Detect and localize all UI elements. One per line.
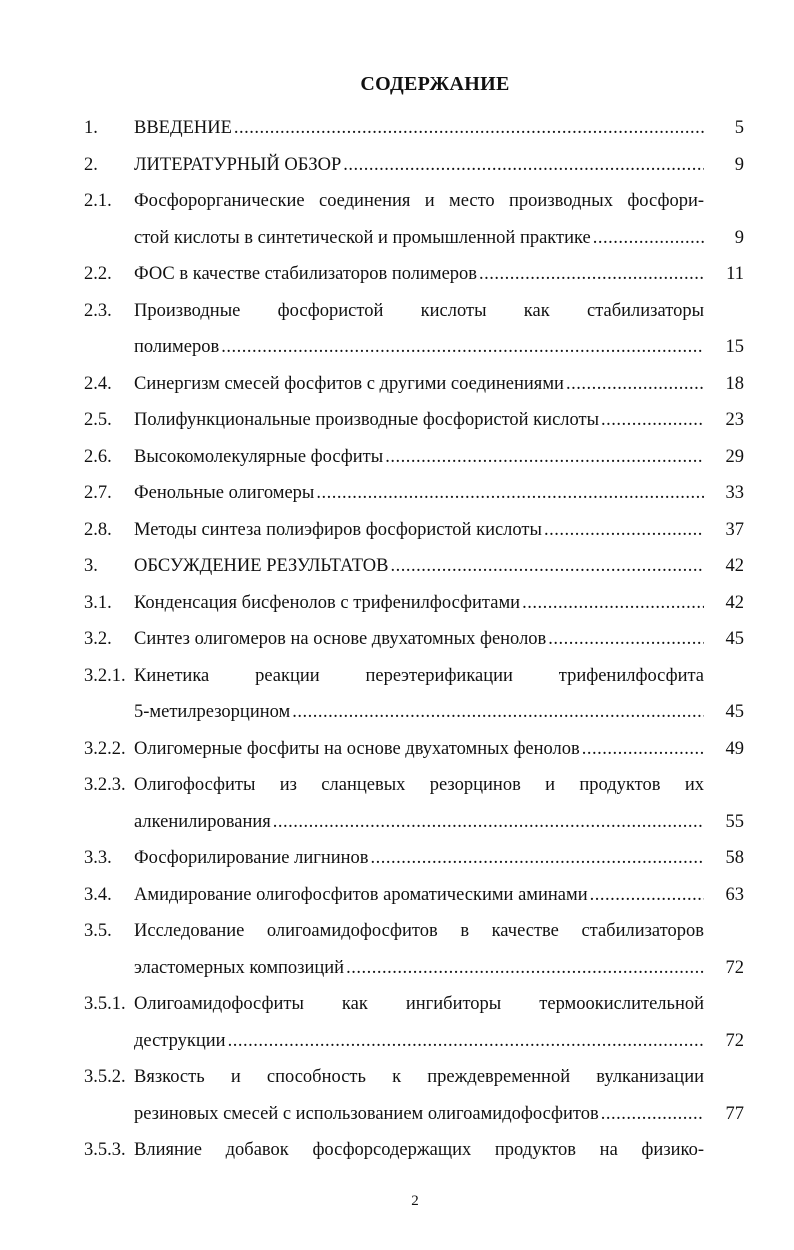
toc-entry-title-text: деструкции <box>134 1030 226 1051</box>
toc-entry <box>84 658 744 731</box>
toc-entry <box>84 293 744 366</box>
toc-line <box>84 147 744 184</box>
toc-entry-title-text: Синтез олигомеров на основе двухатомных фенолов <box>134 629 547 649</box>
toc-entry-title <box>134 110 704 147</box>
toc-entry-title <box>134 439 704 476</box>
toc-entry-number: 1. <box>84 118 98 138</box>
toc-entry-title <box>134 804 704 841</box>
toc-entry-title <box>134 548 704 585</box>
dot-leader <box>273 804 704 841</box>
table-of-contents <box>84 110 744 1169</box>
toc-entry-number: 2.4. <box>84 373 112 394</box>
dot-leader <box>385 439 704 476</box>
toc-entry-title <box>134 621 704 658</box>
toc-line <box>84 913 744 950</box>
toc-entry <box>84 986 744 1059</box>
toc-line <box>84 1023 744 1060</box>
dot-leader <box>316 475 704 512</box>
toc-page-number: 45 <box>725 629 744 649</box>
toc-entry-number: 2.7. <box>84 483 112 503</box>
toc-entry <box>84 402 744 439</box>
dot-leader <box>228 1023 704 1060</box>
toc-entry-number: 3.2.3. <box>84 775 126 795</box>
toc-line <box>84 1132 744 1169</box>
toc-entry-title-text: ЛИТЕРАТУРНЫЙ ОБЗОР <box>134 154 342 175</box>
toc-entry <box>84 147 744 184</box>
toc-entry-title <box>134 694 704 731</box>
dot-leader <box>346 950 704 987</box>
toc-entry-number: 3.4. <box>84 884 112 905</box>
dot-leader <box>292 694 704 731</box>
toc-entry-title-text: Фенольные олигомеры <box>134 483 315 503</box>
toc-entry-title <box>134 147 704 184</box>
toc-entry-title <box>134 475 704 512</box>
toc-line <box>84 439 744 476</box>
toc-page-number: 29 <box>725 446 744 467</box>
toc-page-number: 9 <box>734 227 744 248</box>
toc-entry <box>84 512 744 549</box>
toc-page-number: 72 <box>725 957 744 978</box>
page-number: 2 <box>411 1193 419 1209</box>
toc-page-number: 5 <box>734 118 744 138</box>
dot-leader <box>479 256 704 293</box>
dot-leader <box>390 548 704 585</box>
dot-leader <box>221 329 704 366</box>
page-title: СОДЕРЖАНИЕ <box>360 73 510 95</box>
toc-line <box>84 475 744 512</box>
toc-page-number: 58 <box>725 848 744 868</box>
toc-line <box>84 658 744 695</box>
toc-line <box>84 840 744 877</box>
toc-entry-title-text: Методы синтеза полиэфиров фосфористой кислоты <box>134 519 542 540</box>
toc-entry <box>84 366 744 403</box>
toc-entry-number: 3.5.3. <box>84 1140 126 1160</box>
toc-page-number: 42 <box>725 556 744 576</box>
toc-page-number: 37 <box>725 519 744 540</box>
toc-line <box>84 950 744 987</box>
toc-page-number: 9 <box>734 154 744 175</box>
toc-entry-number: 2.3. <box>84 300 112 321</box>
toc-entry-title-line: Фосфорорганические соединения и место производных фосфори- <box>134 191 704 211</box>
toc-page-number: 72 <box>725 1030 744 1051</box>
toc-line <box>84 548 744 585</box>
toc-entry-title <box>134 1096 704 1133</box>
toc-entry-number: 3.5. <box>84 921 112 941</box>
toc-page-number: 49 <box>725 738 744 759</box>
toc-entry <box>84 840 744 877</box>
toc-entry-title <box>134 402 704 439</box>
toc-line <box>84 1059 744 1096</box>
toc-entry-title <box>134 329 704 366</box>
toc-line <box>84 694 744 731</box>
toc-entry <box>84 110 744 147</box>
dot-leader <box>343 147 704 184</box>
toc-entry <box>84 913 744 986</box>
toc-entry-title-line: Кинетика реакции переэтерификации трифенилфосфита <box>134 665 704 686</box>
toc-entry <box>84 1059 744 1132</box>
toc-entry <box>84 877 744 914</box>
toc-line <box>84 1096 744 1133</box>
toc-entry-title-text: Высокомолекулярные фосфиты <box>134 446 384 467</box>
toc-page-number: 42 <box>725 592 744 613</box>
toc-line <box>84 986 744 1023</box>
toc-page-number: 63 <box>725 884 744 905</box>
toc-entry-title-line: Влияние добавок фосфорсодержащих продуктов на физико- <box>134 1140 704 1160</box>
toc-line <box>84 183 744 220</box>
toc-entry-title-text: 5-метилрезорцином <box>134 702 291 722</box>
toc-line <box>84 110 744 147</box>
dot-leader <box>234 110 704 147</box>
toc-page-number: 77 <box>725 1103 744 1124</box>
toc-line <box>84 293 744 330</box>
toc-line <box>84 512 744 549</box>
dot-leader <box>601 1096 704 1133</box>
toc-page-number: 23 <box>725 410 744 430</box>
toc-entry-title-text: Олигомерные фосфиты на основе двухатомных фенолов <box>134 738 580 759</box>
toc-entry <box>84 439 744 476</box>
toc-entry-number: 3.5.1. <box>84 994 126 1014</box>
toc-entry-title <box>134 220 704 257</box>
toc-entry-title-line: Производные фосфористой кислоты как стабилизаторы <box>134 300 704 321</box>
toc-entry <box>84 731 744 768</box>
toc-line <box>84 731 744 768</box>
dot-leader <box>593 220 704 257</box>
toc-entry-number: 2. <box>84 154 98 175</box>
toc-entry-title-line: Олигоамидофосфиты как ингибиторы термоокислительной <box>134 994 704 1014</box>
toc-line <box>84 402 744 439</box>
dot-leader <box>544 512 704 549</box>
toc-entry-number: 2.2. <box>84 264 112 284</box>
dot-leader <box>371 840 704 877</box>
toc-entry-number: 3.2. <box>84 629 112 649</box>
toc-line <box>84 621 744 658</box>
toc-entry-number: 3. <box>84 556 98 576</box>
toc-entry-title-text: резиновых смесей с использованием олигоамидофосфитов <box>134 1103 599 1124</box>
toc-entry-title <box>134 877 704 914</box>
toc-entry <box>84 767 744 840</box>
toc-entry-title-text: Конденсация бисфенолов с трифенилфосфитами <box>134 592 521 613</box>
toc-entry <box>84 1132 744 1169</box>
toc-entry-title-text: стой кислоты в синтетической и промышленной практике <box>134 227 591 248</box>
toc-entry-number: 3.2.1. <box>84 665 126 686</box>
toc-entry-title <box>134 366 704 403</box>
toc-entry-title-text: ВВЕДЕНИЕ <box>134 118 232 138</box>
dot-leader <box>548 621 704 658</box>
toc-entry-title-text: полимеров <box>134 337 220 357</box>
toc-line <box>84 366 744 403</box>
toc-line <box>84 585 744 622</box>
toc-entry-title-line: Олигофосфиты из сланцевых резорцинов и продуктов их <box>134 775 704 795</box>
toc-entry-title <box>134 731 704 768</box>
toc-entry-title <box>134 950 704 987</box>
toc-entry <box>84 256 744 293</box>
dot-leader <box>601 402 704 439</box>
dot-leader <box>582 731 704 768</box>
dot-leader <box>566 366 704 403</box>
toc-entry-number: 2.5. <box>84 410 112 430</box>
dot-leader <box>522 585 704 622</box>
toc-line <box>84 877 744 914</box>
toc-entry-title <box>134 840 704 877</box>
toc-entry-number: 2.1. <box>84 191 112 211</box>
toc-entry-title <box>134 1023 704 1060</box>
toc-entry-title-text: эластомерных композиций <box>134 957 345 978</box>
toc-entry <box>84 475 744 512</box>
toc-entry-number: 2.6. <box>84 446 112 467</box>
toc-line <box>84 804 744 841</box>
toc-line <box>84 329 744 366</box>
toc-entry-title-text: ОБСУЖДЕНИЕ РЕЗУЛЬТАТОВ <box>134 556 389 576</box>
toc-entry-number: 3.2.2. <box>84 738 126 759</box>
toc-entry-title-line: Исследование олигоамидофосфитов в качестве стабилизаторов <box>134 921 704 941</box>
toc-entry-title-text: Фосфорилирование лигнинов <box>134 848 369 868</box>
toc-page-number: 45 <box>725 702 744 722</box>
toc-page-number: 33 <box>725 483 744 503</box>
toc-page-number: 18 <box>725 373 744 394</box>
toc-entry-title-text: Амидирование олигофосфитов ароматическими аминами <box>134 884 588 905</box>
toc-line <box>84 256 744 293</box>
toc-page-number: 11 <box>726 264 744 284</box>
toc-entry <box>84 585 744 622</box>
toc-entry-number: 3.5.2. <box>84 1067 126 1087</box>
toc-page-number: 15 <box>725 337 744 357</box>
toc-entry-title-line: Вязкость и способность к преждевременной вулканизации <box>134 1067 704 1087</box>
toc-entry-number: 2.8. <box>84 519 112 540</box>
toc-entry-title <box>134 585 704 622</box>
toc-line <box>84 767 744 804</box>
toc-entry-number: 3.1. <box>84 592 112 613</box>
toc-line <box>84 220 744 257</box>
toc-entry-title-text: ФОС в качестве стабилизаторов полимеров <box>134 264 478 284</box>
toc-entry <box>84 548 744 585</box>
toc-entry-title-text: Синергизм смесей фосфитов с другими соединениями <box>134 373 564 394</box>
toc-entry <box>84 183 744 256</box>
toc-entry-title-text: алкенилирования <box>134 811 271 832</box>
toc-page-number: 55 <box>725 811 744 832</box>
toc-entry <box>84 621 744 658</box>
dot-leader <box>590 877 704 914</box>
toc-entry-title-text: Полифункциональные производные фосфористой кислоты <box>134 410 600 430</box>
toc-entry-number: 3.3. <box>84 848 112 868</box>
toc-entry-title <box>134 512 704 549</box>
toc-entry-title <box>134 256 704 293</box>
